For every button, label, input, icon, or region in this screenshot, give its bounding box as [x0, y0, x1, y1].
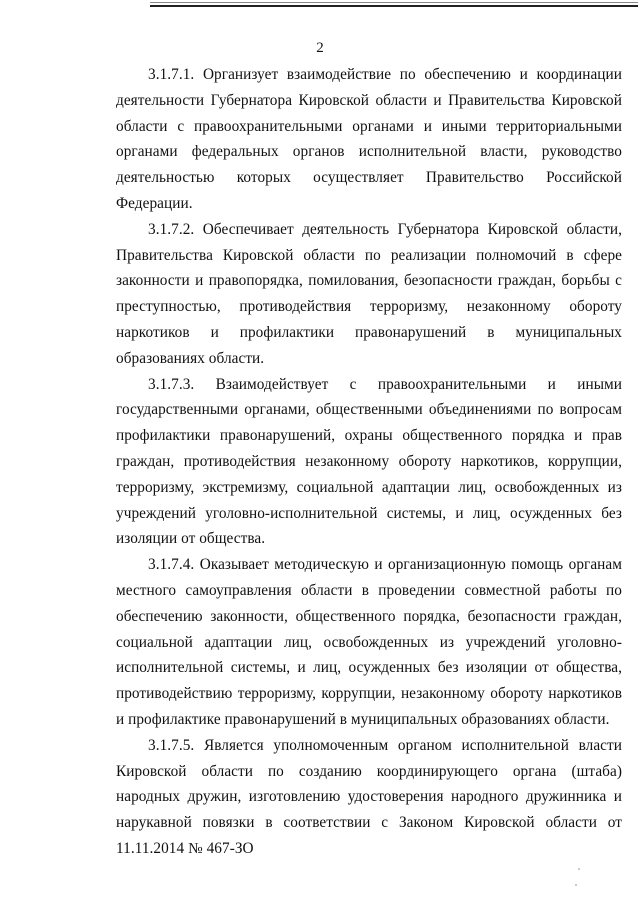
paragraph-3-1-7-5: 3.1.7.5. Является уполномоченным органом исполнительной власти Кировской области по созданию координирующего органа (штаба) народных дружин, изготовлению удостоверения народного дружинника и нарукавной повязки в соответствии с Законом Кировской области от 11.11.2014 № 467-ЗО — [116, 736, 622, 857]
top-scan-line — [150, 5, 638, 7]
scan-speck — [578, 868, 580, 870]
top-scan-line-thin — [150, 2, 638, 3]
paragraph-3-1-7-4: 3.1.7.4. Оказывает методическую и организационную помощь органам местного самоуправления области в проведении совместной работы по обеспечению законности, общественного порядка, безопасности граждан, социальной адаптации лиц, освобожденных из учреждений уголовно-исполнительной системы, и лиц, осужденных без изоляции от общества, противодействию терроризму, коррупции, незаконному обороту наркотиков и профилактике правонарушений в муниципальных образованиях области. — [116, 556, 622, 728]
scan-speck — [575, 884, 577, 886]
document-body — [116, 62, 622, 862]
paragraph-3-1-7-1: 3.1.7.1. Организует взаимодействие по обеспечению и координации деятельности Губернатора Кировской области и Правительства Кировской области с правоохранительными органами и иными территориальными органами федеральных органов исполнительной власти, руководство деятельностью которых осуществляет Правительство Российской Федерации. — [116, 66, 622, 212]
paragraph-3-1-7-3: 3.1.7.3. Взаимодействует с правоохранительными и иными государственными органами, общественными объединениями по вопросам профилактики правонарушений, охраны общественного порядка и прав граждан, противодействия незаконному обороту наркотиков, коррупции, терроризму, экстремизму, социальной адаптации лиц, освобожденных из учреждений уголовно-исполнительной системы, и лиц, осужденных без изоляции от общества. — [116, 375, 622, 548]
paragraph-3-1-7-2: 3.1.7.2. Обеспечивает деятельность Губернатора Кировской области, Правительства Кировской области по реализации полномочий в сфере законности и правопорядка, помилования, безопасности граждан, борьбы с преступностью, противодействия терроризму, незаконному обороту наркотиков и профилактики правонарушений в муниципальных образованиях области. — [116, 220, 622, 367]
page-number: 2 — [316, 40, 324, 56]
